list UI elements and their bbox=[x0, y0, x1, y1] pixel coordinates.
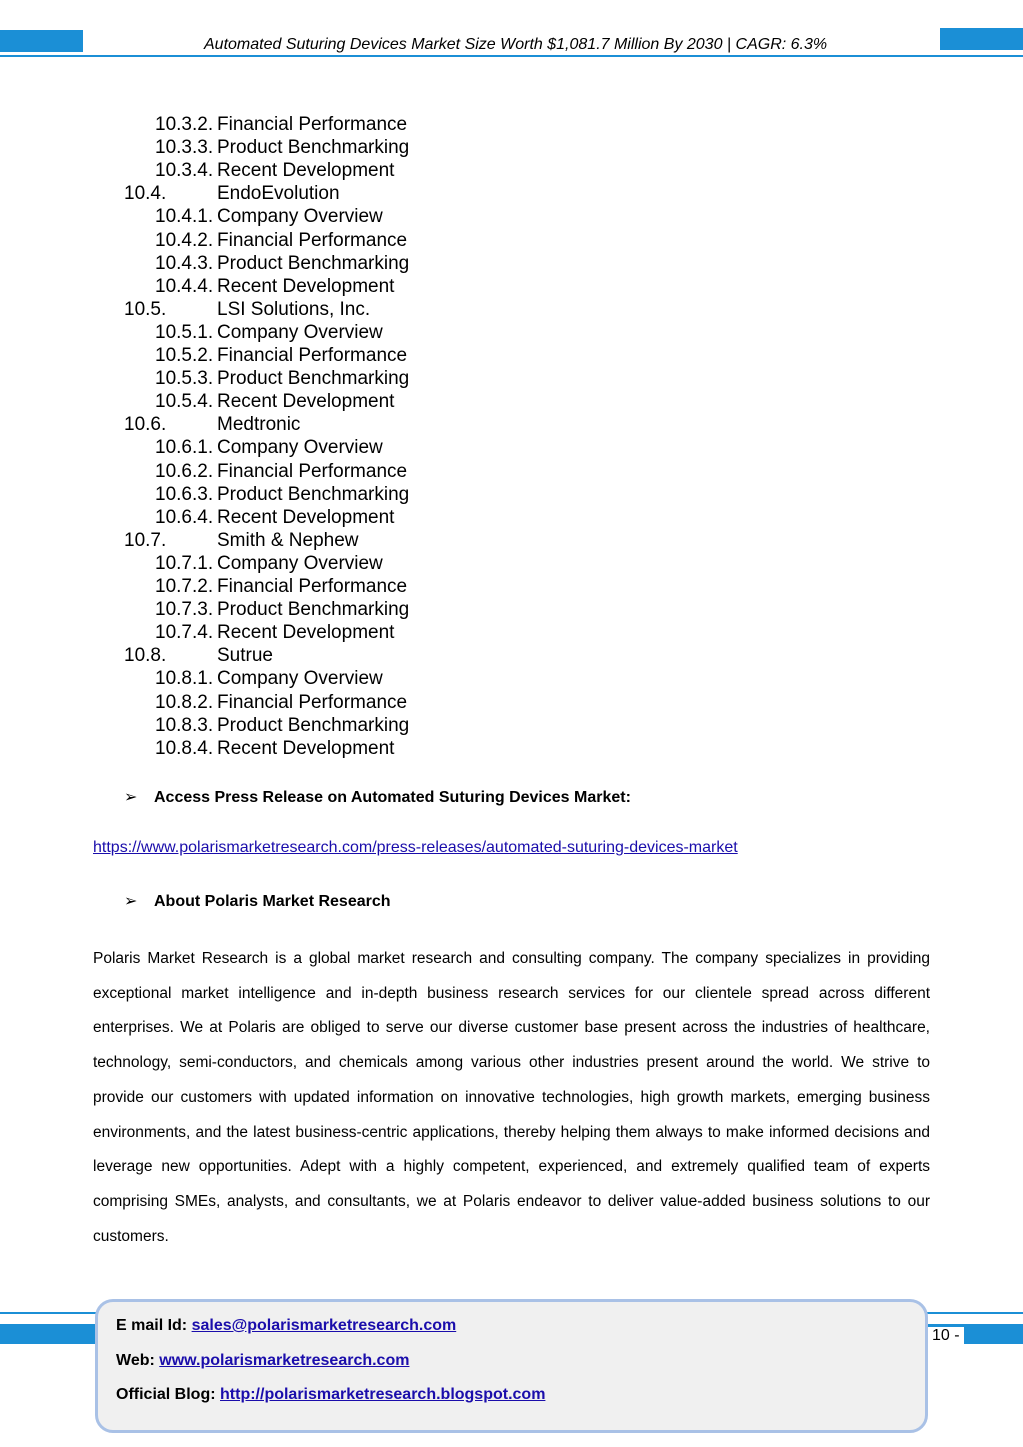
email-label: E mail Id: bbox=[116, 1317, 188, 1334]
toc-item-number: 10.4. bbox=[124, 183, 167, 205]
contact-blog-row bbox=[116, 1386, 545, 1404]
toc-item-number: 10.5.1. bbox=[155, 321, 214, 343]
page-number: 10 - bbox=[928, 1327, 964, 1345]
toc-item-label: Sutrue bbox=[217, 645, 273, 667]
contact-web-row bbox=[116, 1352, 409, 1370]
toc-item-number: 10.4.1. bbox=[155, 206, 214, 228]
toc-item-label: Product Benchmarking bbox=[217, 368, 410, 390]
toc-item-number: 10.8. bbox=[124, 645, 167, 667]
toc-item-label: Smith & Nephew bbox=[217, 529, 359, 551]
web-label: Web: bbox=[116, 1352, 155, 1369]
toc-item-label: Company Overview bbox=[217, 668, 383, 690]
toc-item-number: 10.6.2. bbox=[155, 460, 214, 482]
toc-item-label: Recent Development bbox=[217, 275, 395, 297]
email-link[interactable]: sales@polarismarketresearch.com bbox=[191, 1317, 457, 1334]
about-heading-text: About Polaris Market Research bbox=[154, 893, 391, 910]
toc-item-label: Product Benchmarking bbox=[217, 252, 410, 274]
contact-box bbox=[95, 1299, 928, 1433]
toc-item-label: Product Benchmarking bbox=[217, 137, 410, 159]
toc-item-number: 10.8.2. bbox=[155, 691, 214, 713]
about-paragraph: Polaris Market Research is a global market research and consulting company. The company specializes in providing exceptional market intelligence and in-depth business research services for our clientele spread across different enterprises. We at Polaris are obliged to serve our diverse customer base present across the industries of healthcare, technology, semi-conductors, and chemicals among various other industries present around the world. We strive to provide our customers with updated information on innovative technologies, high growth markets, emerging business environments, and the latest business-centric applications, thereby helping them always to make informed decisions and leverage new opportunities. Adept with a highly competent, experienced, and extremely qualified team of experts comprising SMEs, analysts, and consultants, we at Polaris endeavor to deliver value-added business solutions to our customers. bbox=[93, 950, 930, 1245]
toc-item-label: Company Overview bbox=[217, 437, 383, 459]
toc-item-number: 10.3.2. bbox=[155, 114, 214, 135]
toc-item-label: Recent Development bbox=[217, 160, 395, 182]
toc-item-label: Recent Development bbox=[217, 622, 395, 644]
toc-item-number: 10.5.3. bbox=[155, 368, 214, 390]
arrow-bullet-icon: ➢ bbox=[124, 787, 138, 806]
about-heading bbox=[124, 891, 391, 911]
arrow-bullet-icon: ➢ bbox=[124, 891, 138, 910]
toc-item-number: 10.6.1. bbox=[155, 437, 214, 459]
toc-item-label: Financial Performance bbox=[217, 114, 408, 135]
press-release-heading-text: Access Press Release on Automated Suturing Devices Market: bbox=[154, 789, 631, 806]
web-link[interactable]: www.polarismarketresearch.com bbox=[159, 1352, 410, 1369]
toc-item-label: LSI Solutions, Inc. bbox=[217, 298, 371, 320]
toc-item-label: Recent Development bbox=[217, 737, 395, 759]
toc-item-number: 10.7.3. bbox=[155, 599, 214, 621]
toc-item-label: Company Overview bbox=[217, 206, 383, 228]
toc-item-number: 10.7. bbox=[124, 529, 167, 551]
header-accent-right bbox=[940, 28, 1023, 50]
toc-item-number: 10.8.4. bbox=[155, 737, 214, 759]
header-accent-left bbox=[0, 30, 83, 52]
toc-item-label: Financial Performance bbox=[217, 229, 408, 251]
press-release-link[interactable]: https://www.polarismarketresearch.com/press-releases/automated-suturing-devices-market bbox=[93, 839, 738, 856]
toc-item-number: 10.5.4. bbox=[155, 391, 214, 413]
toc-item-label: Product Benchmarking bbox=[217, 714, 410, 736]
toc-item-number: 10.8.3. bbox=[155, 714, 214, 736]
toc-item-label: Product Benchmarking bbox=[217, 483, 410, 505]
blog-label: Official Blog: bbox=[116, 1386, 216, 1403]
toc-item-label: Recent Development bbox=[217, 391, 395, 413]
toc-item-label: Company Overview bbox=[217, 321, 383, 343]
toc-item-number: 10.6. bbox=[124, 414, 167, 436]
toc-item-label: Recent Development bbox=[217, 506, 395, 528]
page-header-title: Automated Suturing Devices Market Size Worth $1,081.7 Million By 2030 | CAGR: 6.3% bbox=[204, 36, 828, 53]
toc-item-number: 10.8.1. bbox=[155, 668, 214, 690]
press-release-heading bbox=[124, 787, 631, 807]
toc-item-number: 10.6.4. bbox=[155, 506, 214, 528]
toc-item-number: 10.7.1. bbox=[155, 552, 214, 574]
toc-item-label: Financial Performance bbox=[217, 460, 408, 482]
toc-item-label: Financial Performance bbox=[217, 345, 408, 366]
toc-item-number: 10.5.2. bbox=[155, 345, 214, 366]
blog-link[interactable]: http://polarismarketresearch.blogspot.com bbox=[220, 1386, 546, 1403]
toc-item-number: 10.4.4. bbox=[155, 275, 214, 297]
contact-email-row bbox=[116, 1317, 456, 1335]
toc-item-label: Product Benchmarking bbox=[217, 599, 410, 621]
toc-item-number: 10.4.2. bbox=[155, 229, 214, 251]
toc-item-label: Financial Performance bbox=[217, 576, 408, 597]
toc-item-number: 10.6.3. bbox=[155, 483, 214, 505]
toc-item-label: Medtronic bbox=[217, 414, 301, 436]
toc-item-number: 10.7.4. bbox=[155, 622, 214, 644]
toc-item-number: 10.3.4. bbox=[155, 160, 214, 182]
toc-item-number: 10.3.3. bbox=[155, 137, 214, 159]
toc-item-label: Company Overview bbox=[217, 552, 383, 574]
toc-item-number: 10.5. bbox=[124, 298, 167, 320]
toc-item-label: Financial Performance bbox=[217, 691, 408, 713]
toc-item-number: 10.7.2. bbox=[155, 576, 214, 597]
toc-item-number: 10.4.3. bbox=[155, 252, 214, 274]
toc-item-label: EndoEvolution bbox=[217, 183, 340, 205]
header-rule bbox=[0, 55, 1023, 57]
footer-accent-right bbox=[978, 1324, 1023, 1344]
